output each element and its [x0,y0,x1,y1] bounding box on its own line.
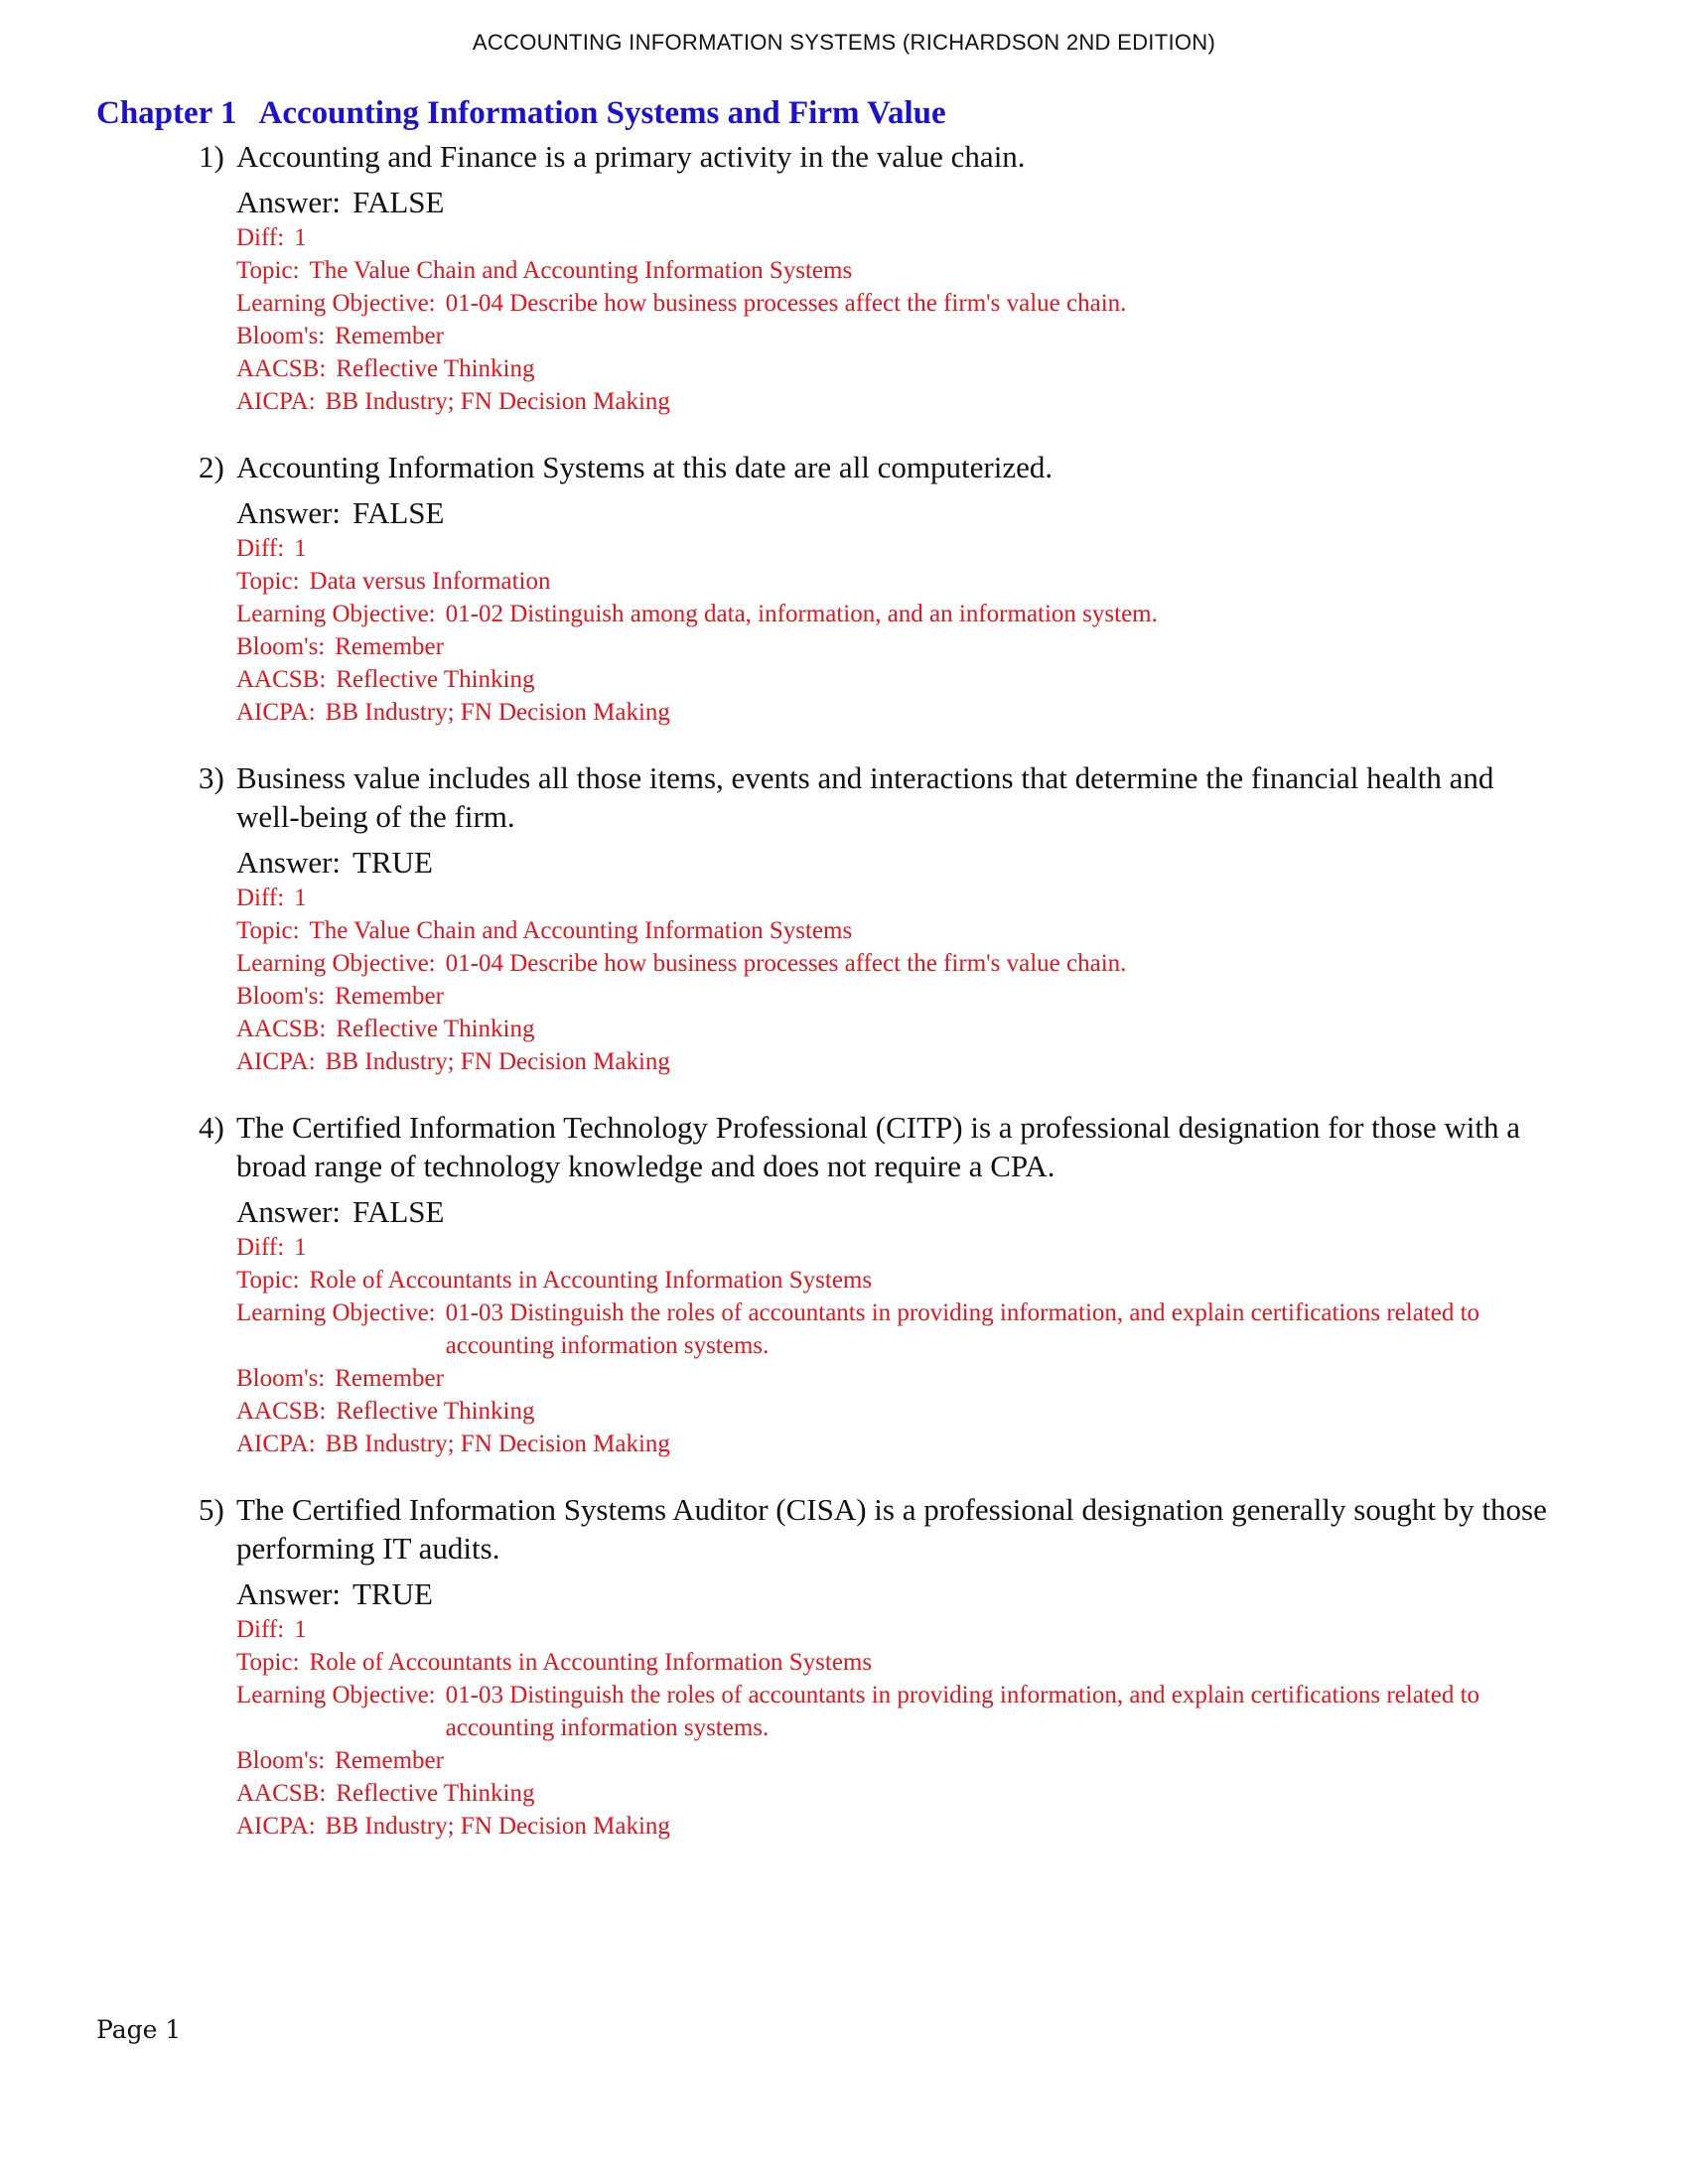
question-text: Accounting Information Systems at this date are all computerized. [236,450,1054,484]
topic-line [236,1646,1547,1679]
answer-line [236,844,1688,882]
learning-objective-label: Learning Objective: [236,290,436,317]
aacsb-line [236,1395,1547,1428]
aicpa-value: BB Industry; FN Decision Making [325,1048,670,1075]
chapter-name: Accounting Information Systems and Firm Value [258,95,946,131]
answer-label: Answer: [236,1576,342,1611]
answer-label: Answer: [236,845,342,880]
learning-objective-line [236,1679,1547,1744]
diff-value: 1 [294,224,307,251]
topic-value: Role of Accountants in Accounting Information Systems [309,1649,873,1676]
blooms-label: Bloom's: [236,983,326,1010]
diff-value: 1 [294,1234,307,1261]
topic-label: Topic: [236,1267,300,1294]
blooms-line [236,630,1547,663]
answer-label: Answer: [236,495,342,530]
aacsb-line [236,663,1547,696]
aacsb-value: Reflective Thinking [336,1398,535,1425]
aacsb-line [236,1777,1547,1810]
topic-value: The Value Chain and Accounting Information Systems [309,257,853,284]
topic-value: Data versus Information [309,568,551,595]
diff-label: Diff: [236,535,285,562]
topic-value: Role of Accountants in Accounting Information Systems [309,1267,873,1294]
diff-line [236,1231,1547,1264]
diff-line [236,1613,1547,1646]
blooms-line [236,1362,1547,1395]
aacsb-line [236,1013,1547,1045]
aacsb-label: AACSB: [236,1780,327,1807]
answer-value: TRUE [352,1576,433,1611]
diff-value: 1 [294,1616,307,1643]
topic-label: Topic: [236,1649,300,1676]
learning-objective-line [236,598,1547,630]
learning-objective-value: 01-04 Describe how business processes affect the firm's value chain. [445,950,1127,977]
topic-line [236,1264,1547,1297]
running-header: ACCOUNTING INFORMATION SYSTEMS (RICHARDSON 2ND EDITION) [472,30,1216,55]
topic-line [236,565,1547,598]
blooms-value: Remember [335,983,444,1010]
answer-line [236,494,1688,532]
aicpa-value: BB Industry; FN Decision Making [325,699,670,726]
question-text: The Certified Information Systems Auditor (CISA) is a professional designation generally sought by those performing IT audits. [236,1492,1547,1566]
aacsb-line [236,352,1547,385]
topic-label: Topic: [236,568,300,595]
diff-label: Diff: [236,885,285,911]
question-item [0,758,1688,1078]
blooms-value: Remember [335,633,444,660]
learning-objective-label: Learning Objective: [236,1299,436,1326]
blooms-value: Remember [335,323,444,349]
aicpa-label: AICPA: [236,699,316,726]
question-text: Accounting and Finance is a primary activity in the value chain. [236,139,1026,174]
question-number: 3) [199,760,224,795]
diff-value: 1 [294,885,307,911]
aicpa-line [236,696,1547,729]
blooms-label: Bloom's: [236,1747,326,1774]
topic-value: The Value Chain and Accounting Information Systems [309,917,853,944]
question-number: 1) [199,139,224,174]
topic-label: Topic: [236,257,300,284]
answer-value: TRUE [352,845,433,880]
learning-objective-value: 01-04 Describe how business processes affect the firm's value chain. [445,290,1127,317]
aicpa-line [236,1045,1547,1078]
question-text-block [199,1108,1547,1185]
diff-label: Diff: [236,1616,285,1643]
learning-objective-label: Learning Objective: [236,601,436,627]
answer-value: FALSE [352,185,445,219]
answer-line [236,1193,1688,1231]
question-item [0,137,1688,418]
aicpa-label: AICPA: [236,388,316,415]
question-number: 2) [199,450,224,484]
blooms-label: Bloom's: [236,1365,326,1392]
question-text: Business value includes all those items, events and interactions that determine the financial health and well-being of the firm. [236,760,1494,834]
aicpa-label: AICPA: [236,1813,316,1840]
question-item [0,448,1688,729]
aacsb-label: AACSB: [236,355,327,382]
question-text: The Certified Information Technology Professional (CITP) is a professional designation for those with a broad range of technology knowledge and does not require a CPA. [236,1110,1520,1183]
learning-objective-line [236,947,1547,980]
aicpa-value: BB Industry; FN Decision Making [325,388,670,415]
learning-objective-line [236,1297,1547,1362]
question-text-block [199,137,1547,176]
aicpa-line [236,1810,1547,1843]
topic-label: Topic: [236,917,300,944]
aicpa-line [236,385,1547,418]
blooms-line [236,980,1547,1013]
question-number: 5) [199,1492,224,1527]
aacsb-value: Reflective Thinking [336,355,535,382]
chapter-title [96,95,946,132]
learning-objective-value: 01-03 Distinguish the roles of accountants in providing information, and explain certifications related to accounting information systems. [445,1299,1480,1359]
aacsb-label: AACSB: [236,1398,327,1425]
aicpa-label: AICPA: [236,1431,316,1457]
answer-line [236,1575,1688,1613]
blooms-line [236,320,1547,352]
question-list [0,137,1688,1872]
answer-label: Answer: [236,185,342,219]
learning-objective-value: 01-03 Distinguish the roles of accountants in providing information, and explain certifications related to accounting information systems. [445,1682,1480,1741]
aacsb-label: AACSB: [236,1016,327,1042]
aacsb-value: Reflective Thinking [336,1016,535,1042]
diff-line [236,221,1547,254]
blooms-label: Bloom's: [236,323,326,349]
diff-value: 1 [294,535,307,562]
chapter-label: Chapter 1 [96,95,237,131]
learning-objective-label: Learning Objective: [236,950,436,977]
blooms-value: Remember [335,1365,444,1392]
learning-objective-line [236,287,1547,320]
answer-value: FALSE [352,1194,445,1229]
answer-line [236,184,1688,221]
topic-line [236,914,1547,947]
blooms-label: Bloom's: [236,633,326,660]
question-text-block [199,1490,1547,1568]
aicpa-value: BB Industry; FN Decision Making [325,1813,670,1840]
diff-line [236,882,1547,914]
answer-value: FALSE [352,495,445,530]
aicpa-value: BB Industry; FN Decision Making [325,1431,670,1457]
aicpa-line [236,1428,1547,1460]
aacsb-value: Reflective Thinking [336,666,535,693]
page-number: Page 1 [96,2015,182,2044]
question-text-block [199,758,1547,836]
diff-line [236,532,1547,565]
blooms-line [236,1744,1547,1777]
learning-objective-value: 01-02 Distinguish among data, information, and an information system. [445,601,1158,627]
aacsb-label: AACSB: [236,666,327,693]
blooms-value: Remember [335,1747,444,1774]
learning-objective-label: Learning Objective: [236,1682,436,1708]
question-text-block [199,448,1547,486]
question-item [0,1490,1688,1843]
aicpa-label: AICPA: [236,1048,316,1075]
aacsb-value: Reflective Thinking [336,1780,535,1807]
answer-label: Answer: [236,1194,342,1229]
question-number: 4) [199,1110,224,1145]
topic-line [236,254,1547,287]
diff-label: Diff: [236,1234,285,1261]
question-item [0,1108,1688,1460]
diff-label: Diff: [236,224,285,251]
